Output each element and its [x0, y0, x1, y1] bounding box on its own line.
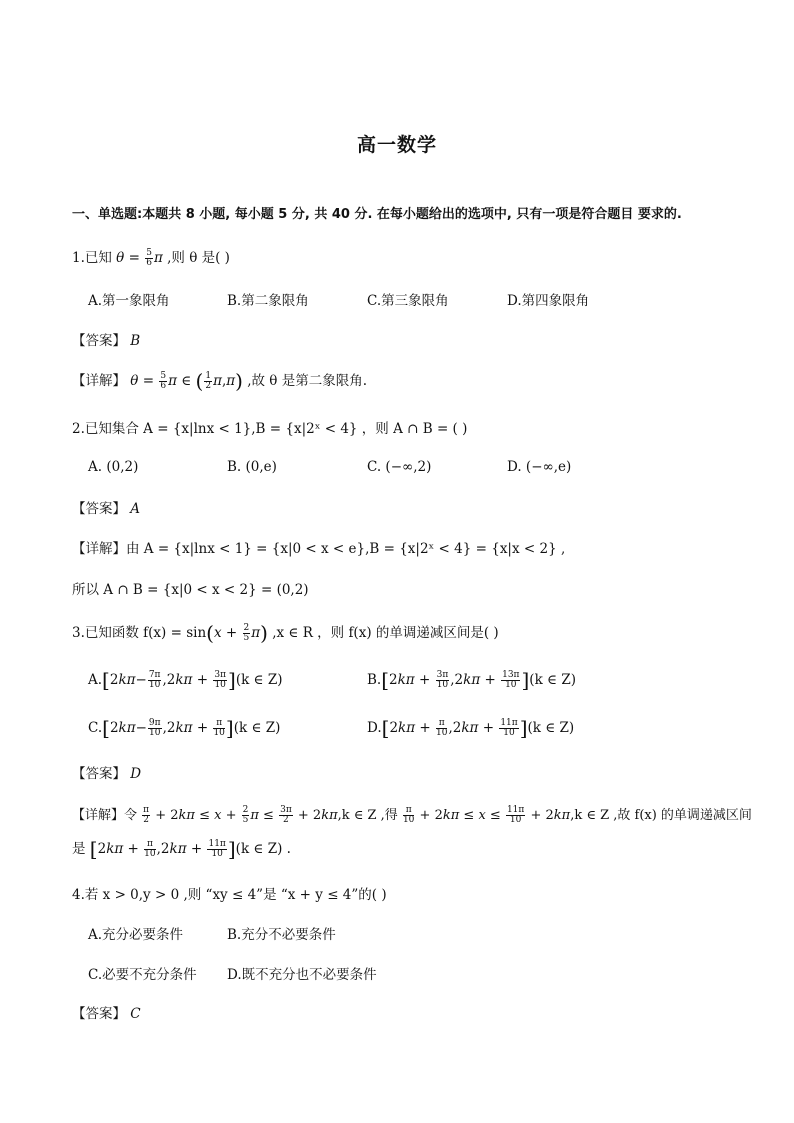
q2-detail: 【详解】由 A = {x|lnx < 1} = {x|0 < x < e},B = {x|2ˣ < 4} = {x|x < 2} , [72, 541, 566, 557]
q4-option-a: A.充分必要条件 [88, 927, 184, 943]
q3-option-c: C.[2kπ− $\frac{9\pi}{10}$ ,2kπ + $\frac{\pi}{10}$ ](k ∈ Z) [88, 716, 281, 740]
q3-option-a: A.[2kπ− $\frac{7\pi}{10}$ ,2kπ + $\frac{3\pi}{10}$ ](k ∈ Z) [88, 668, 283, 692]
q3-detail: 【详解】令 $\frac{\pi}{2}$ + 2kπ ≤ x + $\frac{2}{5}$ π ≤ $\frac{3\pi}{2}$ + 2kπ,k ∈ Z ,得 $\frac{\pi}{10}$ + 2kπ ≤ x ≤ $\frac{11\pi}{10}$ + 2kπ,k ∈ Z ,故 f(x) 的单调递减区间 [72, 805, 752, 825]
q3-detail-2: 是 [2kπ + $\frac{\pi}{10}$ ,2kπ + $\frac{11\pi}{10}$ ](k ∈ Z) . [72, 837, 291, 861]
q2-answer: 【答案】 A [72, 501, 141, 517]
q1-option-c: C.第三象限角 [367, 293, 449, 309]
question-1-stem: 1.已知 θ = $\frac{5}{6}$ π ,则 θ 是( ) [72, 248, 230, 268]
q1-option-d: D.第四象限角 [507, 293, 590, 309]
q2-option-b: B. (0,e) [227, 459, 277, 475]
q3-option-b: B.[2kπ + $\frac{3\pi}{10}$ ,2kπ + $\frac{13\pi}{10}$ ](k ∈ Z) [367, 668, 576, 692]
q4-option-d: D.既不充分也不必要条件 [227, 967, 377, 983]
q3-answer: 【答案】 D [72, 766, 142, 782]
q1-option-a: A.第一象限角 [88, 293, 170, 309]
q1-answer: 【答案】 B [72, 333, 141, 349]
q2-option-d: D. (−∞,e) [507, 459, 572, 475]
question-3-stem: 3.已知函数 f(x) = sin(x + $\frac{2}{5}$ π) ,x ∈ R ，则 f(x) 的单调递减区间是( ) [72, 621, 499, 645]
section-heading: 一、单选题:本题共 8 小题, 每小题 5 分, 共 40 分. 在每小题给出的选项中, 只有一项是符合题目 要求的. [72, 207, 682, 222]
page-title: 高一数学 [356, 134, 437, 156]
question-2-stem: 2.已知集合 A = {x|lnx < 1},B = {x|2ˣ < 4} ，则 A ∩ B = ( ) [72, 421, 468, 437]
q2-option-a: A. (0,2) [88, 459, 139, 475]
q4-option-c: C.必要不充分条件 [88, 967, 197, 983]
q3-option-d: D.[2kπ + $\frac{\pi}{10}$ ,2kπ + $\frac{11\pi}{10}$ ](k ∈ Z) [367, 716, 575, 740]
question-4-stem: 4.若 x > 0,y > 0 ,则 “xy ≤ 4”是 “x + y ≤ 4”的( ) [72, 887, 387, 903]
q1-detail: 【详解】 θ = $\frac{5}{6}$ π ∈ ( $\frac{1}{2}$ π,π) ,故 θ 是第二象限角. [72, 369, 368, 393]
q2-detail-2: 所以 A ∩ B = {x|0 < x < 2} = (0,2) [72, 582, 309, 598]
q1-option-b: B.第二象限角 [227, 293, 309, 309]
q4-answer: 【答案】 C [72, 1006, 141, 1022]
q4-option-b: B.充分不必要条件 [227, 927, 336, 943]
q2-option-c: C. (−∞,2) [367, 459, 432, 475]
